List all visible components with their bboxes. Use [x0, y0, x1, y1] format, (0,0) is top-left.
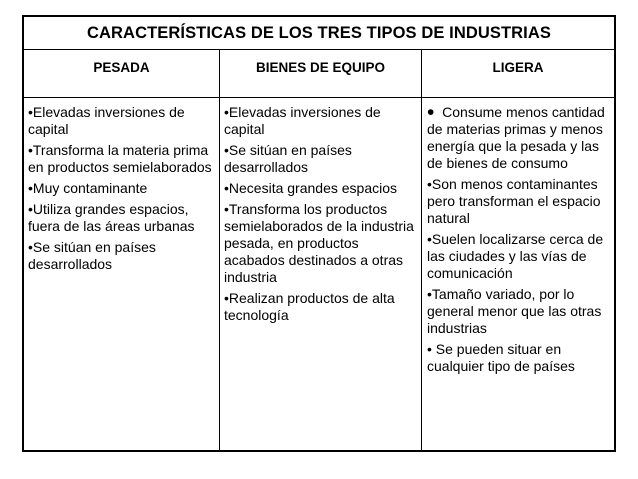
header-bienes-de-equipo: BIENES DE EQUIPO [220, 50, 422, 97]
list-item: •Transforma la materia prima en productos semielaborados [28, 142, 212, 175]
list-item: •Elevadas inversiones de capital [28, 104, 185, 137]
table-title: CARACTERÍSTICAS DE LOS TRES TIPOS DE INDUSTRIAS [24, 17, 614, 50]
list-item: •Se sitúan en países desarrollados [28, 239, 156, 272]
bullet-icon: • [427, 101, 435, 124]
header-pesada: PESADA [24, 50, 220, 97]
list-item [427, 101, 610, 172]
header-ligera: LIGERA [492, 60, 544, 75]
list-item: •Son menos contaminantes pero transforman el espacio natural [427, 176, 601, 226]
list-item: •Utiliza grandes espacios, fuera de las áreas urbanas [28, 201, 195, 234]
cell-bienes-de-equipo [220, 98, 422, 450]
list-item: •Transforma los productos semielaborados de la industria pesada, en productos acabados destinados a otras industria [224, 201, 414, 285]
body-row [24, 98, 614, 450]
industry-table [22, 15, 616, 452]
list-item: •Suelen localizarse cerca de las ciudades y las vías de comunicación [427, 231, 604, 281]
list-item-text: Consume menos cantidad de materias primas y menos energía que la pesada y las de bienes de consumo [427, 104, 609, 171]
list-item: •Elevadas inversiones de capital [224, 104, 381, 137]
list-item: •Necesita grandes espacios [224, 180, 397, 196]
list-item: •Se sitúan en países desarrollados [224, 142, 352, 175]
cell-pesada [24, 98, 220, 450]
list-item: •Realizan productos de alta tecnología [224, 290, 395, 323]
header-row [24, 50, 614, 98]
list-item: • Se pueden situar en cualquier tipo de países [427, 341, 575, 374]
list-item: •Tamaño variado, por lo general menor que las otras industrias [427, 286, 602, 336]
cell-ligera [422, 98, 614, 450]
list-item: •Muy contaminante [28, 180, 148, 196]
